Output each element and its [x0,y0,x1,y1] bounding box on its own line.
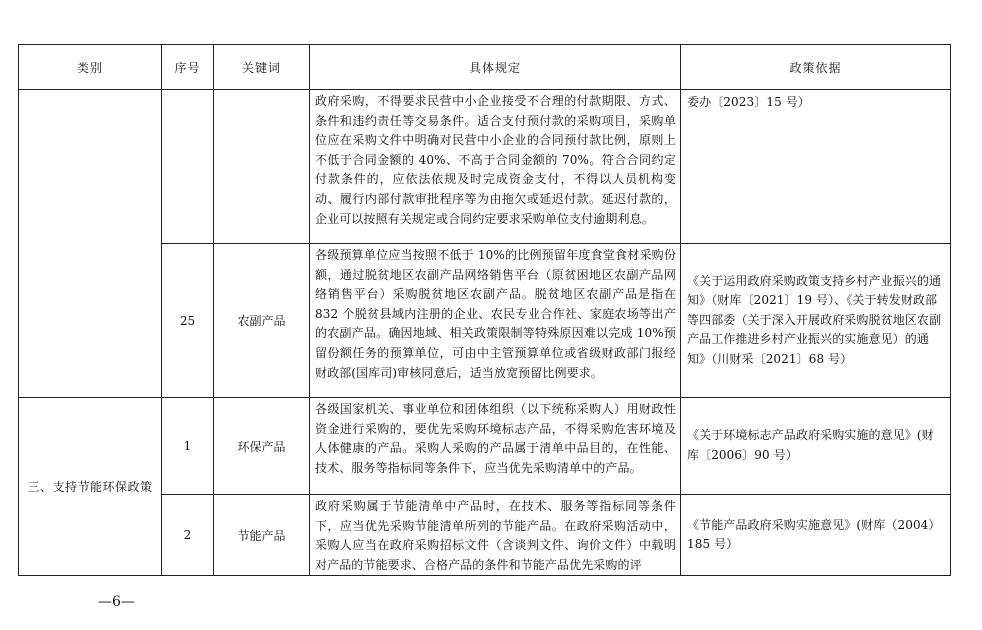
keyword-cell: 环保产品 [214,398,310,495]
page-number: —6— [98,594,135,610]
spec-cell: 各级预算单位应当按照不低于 10%的比例预留年度食堂食材采购份额，通过脱贫地区农副产品网络销售平台（原贫困地区农副产品网络销售平台）采购脱贫地区农副产品。脱贫地区农副产品是指在 832 个脱贫县域内注册的企业、农民专业合作社、家庭农场等出产的农副产品。确因地域、相关政策限制等特殊原因难以完成 10%预留份额任务的预算单位，可由中主管预算单位或省级财政部门报经财政部(国库司)审核同意后，适当放宽预留比例要求。 [310,244,681,398]
number-cell: 1 [162,398,214,495]
header-category: 类别 [19,45,162,90]
spec-cell: 政府采购属于节能清单中产品时，在技术、服务等指标同等条件下，应当优先采购节能清单所列的节能产品。在政府采购活动中，采购人应当在政府采购招标文件（含谈判文件、询价文件）中载明对产品的节能要求、合格产品的条件和节能产品优先采购的评 [310,495,681,576]
spec-cell: 政府采购，不得要求民营中小企业接受不合理的付款期限、方式、条件和违约责任等交易条件。适合支付预付款的采购项目，采购单位应在采购文件中明确对民营中小企业的合同预付款比例，原则上不低于合同金额的 40%、不高于合同金额的 70%。符合合同约定付款条件的，应依法依规及时完成资金支付，不得以人员机构变动、履行内部付款审批程序等为由拖欠或延迟付款。延迟付款的，企业可以按照有关规定或合同约定要求采购单位支付逾期利息。 [310,90,681,244]
header-keyword: 关键词 [214,45,310,90]
number-cell: 25 [162,244,214,398]
category-cell: 三、支持节能环保政策 [19,398,162,576]
basis-cell: 《节能产品政府采购实施意见》(财库（2004）185 号） [681,495,951,576]
table-row [19,398,951,495]
table-row [19,90,951,244]
keyword-cell [214,90,310,244]
policy-table [18,44,951,576]
category-cell [19,90,162,398]
header-number: 序号 [162,45,214,90]
header-row [19,45,951,90]
spec-cell: 各级国家机关、事业单位和团体组织（以下统称采购人）用财政性资金进行采购的，要优先采购环境标志产品，不得采购危害环境及人体健康的产品。采购人采购的产品属于清单中品目的，在性能、技术、服务等指标同等条件下，应当优先采购清单中的产品。 [310,398,681,495]
keyword-cell: 农副产品 [214,244,310,398]
basis-cell: 《关于环境标志产品政府采购实施的意见》(财库〔2006〕90 号） [681,398,951,495]
keyword-cell: 节能产品 [214,495,310,576]
header-basis: 政策依据 [681,45,951,90]
basis-cell: 委办〔2023〕15 号） [681,90,951,244]
number-cell: 2 [162,495,214,576]
basis-cell: 《关于运用政府采购政策支持乡村产业振兴的通知》（财库〔2021〕19 号）、《关于转发财政部等四部委（关于深入开展政府采购脱贫地区农副产品工作推进乡村产业振兴的实施意见）的通知》（川财采〔2021〕68 号） [681,244,951,398]
header-spec: 具体规定 [310,45,681,90]
number-cell [162,90,214,244]
